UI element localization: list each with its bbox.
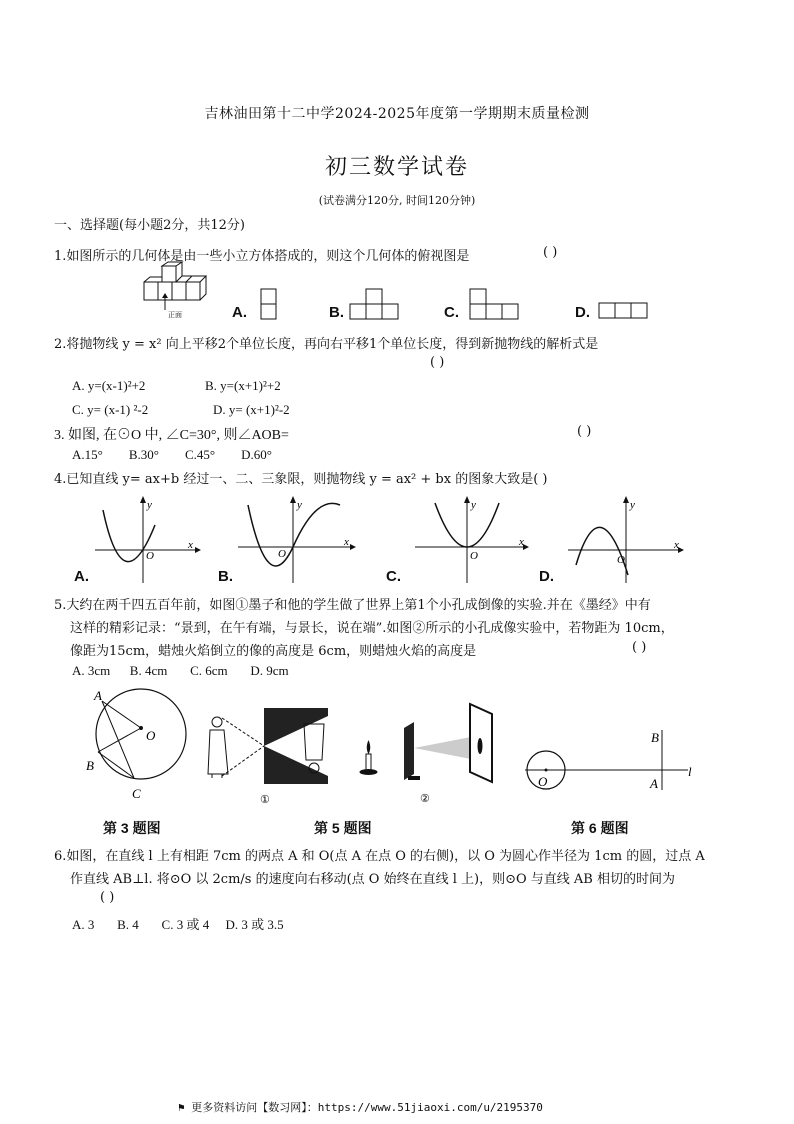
q3-paren: ( )	[577, 424, 592, 439]
q1-paren: ( )	[543, 245, 558, 260]
q1-option-c-figure	[469, 288, 521, 322]
fig5-caption: 第 5 题图	[314, 820, 372, 836]
school-title: 吉林油田第十二中学2024-2025年度第一学期期末质量检测	[204, 106, 590, 122]
q5-line3: 像距为15cm，蜡烛火焰倒立的像的高度是 6cm，则蜡烛火焰的高度是	[70, 644, 477, 659]
q1-option-b-figure	[349, 288, 401, 322]
q2-option-d[interactable]: D. y= (x+1)²-2	[213, 402, 290, 417]
q4-option-d[interactable]: D.	[539, 568, 554, 585]
q1-option-d-figure	[598, 302, 652, 322]
q3-options[interactable]: A.15° B.30° C.45° D.60°	[72, 447, 272, 462]
svg-text:O: O	[278, 548, 286, 560]
svg-text:C: C	[132, 786, 141, 801]
q2-paren: ( )	[430, 355, 445, 370]
q4-option-c[interactable]: C.	[386, 568, 401, 585]
q1-stem: 1.如图所示的几何体是由一些小立方体搭成的，则这个几何体的俯视图是	[54, 249, 470, 264]
q4-graph-d	[568, 495, 688, 583]
svg-text:A: A	[94, 688, 102, 703]
svg-text:A: A	[650, 776, 658, 791]
q3-stem: 3. 如图, 在⊙O 中, ∠C=30°, 则∠AOB=	[54, 428, 289, 443]
svg-text:y: y	[147, 499, 152, 511]
q1-option-a[interactable]: A.	[232, 304, 247, 321]
svg-text:y: y	[471, 499, 476, 511]
svg-text:B: B	[86, 758, 94, 773]
q5-paren: ( )	[632, 640, 647, 655]
q4-option-b[interactable]: B.	[218, 568, 233, 585]
q4-graph-a	[95, 495, 205, 583]
q5-line2: 这样的精彩记录：“景到，在午有端，与景长，说在端”.如图②所示的小孔成像实验中，若物距为 10cm，	[70, 621, 674, 636]
fig5-candle-pinhole-diagram	[352, 702, 502, 808]
flag-icon: ⚑	[178, 1101, 192, 1114]
svg-text:x: x	[188, 539, 193, 551]
svg-text:B: B	[651, 730, 659, 745]
svg-text:②: ②	[420, 793, 430, 805]
svg-text:x: x	[674, 539, 679, 551]
q6-paren: ( )	[100, 890, 115, 905]
exam-title: 初三数学试卷	[324, 155, 469, 180]
q4-stem: 4.已知直线 y= ax+b 经过一、二、三象限，则抛物线 y = ax² + bx 的图象大致是( )	[54, 472, 548, 487]
q2-stem: 2.将抛物线 y = x² 向上平移2个单位长度，再向右平移1个单位长度，得到新抛物线的解析式是	[54, 337, 599, 352]
section-heading: 一、选择题(每小题2分，共12分)	[54, 218, 245, 233]
svg-text:x: x	[344, 536, 349, 548]
fig3-circle-diagram	[82, 684, 192, 800]
q1-solid-figure	[140, 262, 210, 320]
q1-option-d[interactable]: D.	[575, 304, 590, 321]
q6-line2: 作直线 AB⊥l. 将⊙O 以 2cm/s 的速度向右移动(点 O 始终在直线 l 上)，则⊙O 与直线 AB 相切的时间为	[70, 872, 675, 887]
svg-text:O: O	[617, 554, 625, 566]
q2-option-c[interactable]: C. y= (x-1) ²-2	[72, 402, 149, 417]
q4-graph-b	[238, 495, 358, 583]
fig3-caption: 第 3 题图	[103, 820, 161, 836]
q2-option-a[interactable]: A. y=(x-1)²+2	[72, 378, 146, 393]
q6-options[interactable]: A. 3 B. 4 C. 3 或 4 D. 3 或 3.5	[72, 917, 284, 932]
svg-text:O: O	[470, 550, 478, 562]
q4-graph-c	[415, 495, 535, 583]
q6-line1: 6.如图，在直线 l 上有相距 7cm 的两点 A 和 O(点 A 在点 O 的右侧)，以 O 为圆心作半径为 1cm 的圆，过点 A	[54, 849, 705, 864]
svg-text:l: l	[688, 764, 692, 779]
q5-line1: 5.大约在两千四五百年前，如图①墨子和他的学生做了世界上第1个小孔成倒像的实验.并在《墨经》中有	[54, 598, 651, 613]
svg-text:①: ①	[260, 794, 270, 806]
svg-text:O: O	[538, 774, 548, 789]
svg-text:x: x	[519, 536, 524, 548]
fig6-caption: 第 6 题图	[571, 820, 629, 836]
fig5-mozi-pinhole-diagram	[200, 706, 340, 806]
svg-text:y: y	[630, 499, 635, 511]
exam-note: (试卷满分120分, 时间120分钟)	[318, 194, 476, 207]
fig6-tangent-diagram	[520, 728, 700, 798]
q1-option-c[interactable]: C.	[444, 304, 459, 321]
svg-text:O: O	[146, 550, 154, 562]
q1-option-a-figure	[260, 288, 280, 322]
svg-text:y: y	[297, 499, 302, 511]
q2-option-b[interactable]: B. y=(x+1)²+2	[205, 378, 281, 393]
q5-options[interactable]: A. 3cm B. 4cm C. 6cm D. 9cm	[72, 663, 289, 678]
svg-text:O: O	[146, 728, 156, 743]
q1-option-b[interactable]: B.	[329, 304, 344, 321]
footer-link[interactable]: ⚑ 更多资料访问【数习网】：https://www.51jiaoxi.com/u/2195370	[178, 1101, 543, 1114]
front-label: 正面	[168, 311, 182, 319]
q4-option-a[interactable]: A.	[74, 568, 89, 585]
